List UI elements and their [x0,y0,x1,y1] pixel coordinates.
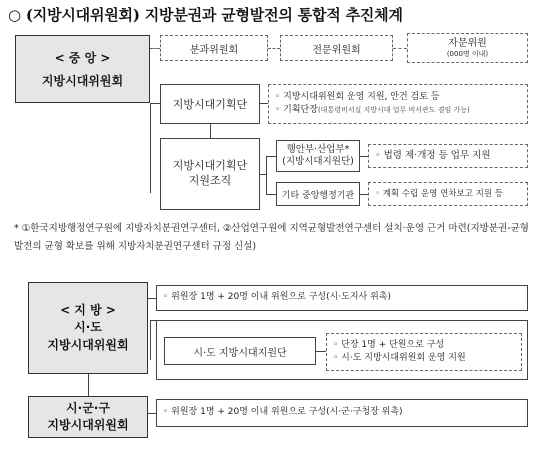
ministries-note: ◦ 법령 제·개정 등 업무 지원 [375,149,491,161]
local-committee-box [28,282,148,374]
planning-note-2: ◦ 기획단장 [275,105,318,115]
local-support-note-2: ◦ 시·도 지방시대위원회 운영 지원 [333,353,466,363]
connector [266,156,276,157]
connector [260,103,268,104]
connector [150,320,151,360]
advisory-label: 자문위원 [448,38,487,50]
advisory-note: (000명 이내) [446,49,489,58]
municipal-committee-name: 지방시대위원회 [47,418,129,432]
expert-committee-label: 전문위원회 [312,44,361,56]
local-composition-box [156,285,528,311]
support-org-box [160,138,260,210]
subcommittee-box [160,35,268,61]
other-agencies-box [276,182,360,206]
connector [150,103,160,104]
local-support-notes-box [326,333,522,371]
central-label: < 중 앙 > [54,51,111,65]
connector [268,48,280,49]
other-note: ◦ 계획 수립 운영 연차보고 지원 등 [375,188,503,199]
municipal-region: 시·군·구 [66,401,110,416]
connector [148,298,156,299]
local-support-unit-box [164,337,316,365]
local-region: 시·도 [74,320,102,335]
planning-note-1: ◦ 지방시대위원회 운영 지원, 안건 검토 등 [275,91,440,102]
expert-committee-box [280,35,393,61]
connector [150,48,160,49]
footnote: * ①한국지방행정연구원에 지방자치분권연구센터, ②산업연구원에 지역균형발전연구센터 설치·운영 근거 마련(지방분권-균형발전의 균형 확보를 위해 지방자치분권연구센터 규정 신설) [14,223,529,253]
municipal-committee-box [28,396,148,438]
municipal-composition: ◦ 위원장 1명 + 20명 이내 위원으로 구성(시·군·구청장 위촉) [163,407,403,418]
other-agencies-label: 기타 중앙행정기관 [281,190,355,201]
connector [266,156,267,194]
central-committee-box [15,35,150,103]
planning-notes-box [268,84,528,124]
ministries-note-box [368,144,528,168]
local-support-note-1: ◦ 단장 1명 + 단원으로 구성 [333,339,445,350]
local-composition: ◦ 위원장 1명 + 20명 이내 위원으로 구성(시·도지사 위촉) [163,292,391,303]
connector [148,413,156,414]
ministries-label: 행안부·산업부* (지방시대지원단) [282,143,354,167]
connector [360,156,368,157]
connector [360,194,368,195]
support-org-label: 지방시대기획단 지원조직 [172,159,248,187]
connector [316,351,326,352]
planning-unit-box [160,84,260,124]
other-note-box [368,182,528,206]
local-label: < 지 방 > [60,302,116,317]
local-committee-name: 지방시대위원회 [47,337,129,352]
planning-note-3: (대통령비서실 지방시대 업무 비서관도 겸임 가능) [317,106,470,114]
connector [266,194,276,195]
central-committee-name: 지방시대위원회 [41,74,124,88]
page-title: ○ (지방시대위원회) 지방분권과 균형발전의 통합적 추진체계 [8,6,403,24]
connector [150,103,151,193]
subcommittee-label: 분과위원회 [189,44,239,56]
planning-unit-label: 지방시대기획단 [172,98,248,111]
connector [210,124,211,138]
connector [88,374,89,396]
advisory-box [407,33,528,63]
connector [393,48,407,49]
local-support-unit-label: 시·도 지방시대지원단 [193,347,287,359]
ministries-box [276,140,360,172]
municipal-composition-box [156,399,528,427]
